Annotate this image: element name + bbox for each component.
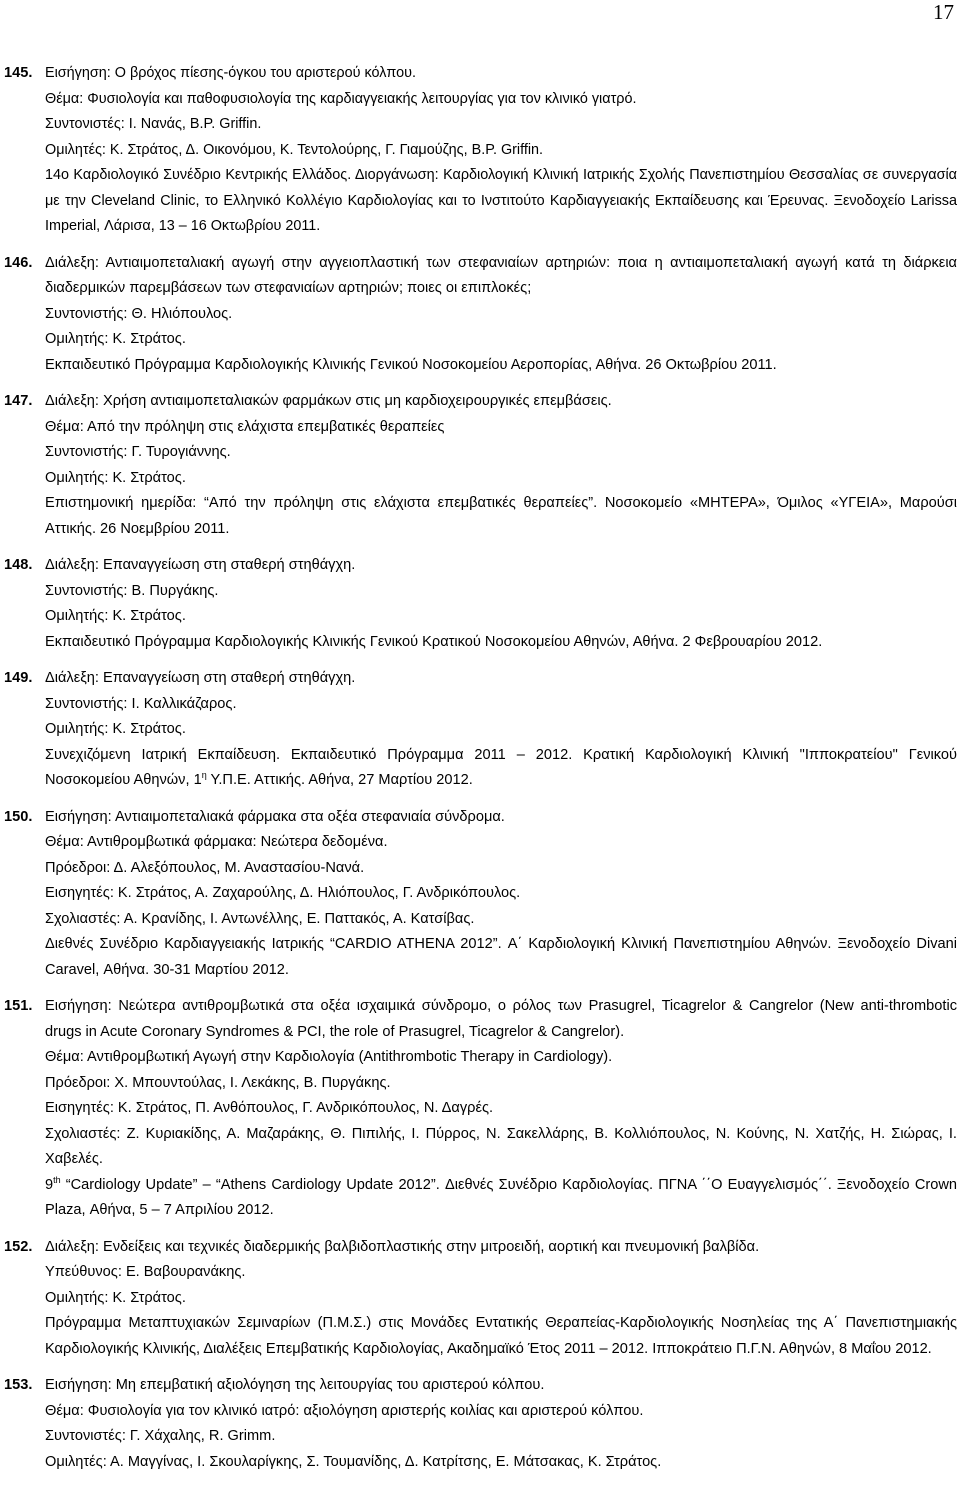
entry-line: Θέμα: Φυσιολογία για τον κλινικό ιατρό: αξιολόγηση αριστερής κοιλίας και αριστερού κόλπου. [45, 1402, 644, 1419]
entry-150 [0, 805, 960, 984]
entry-body [45, 389, 957, 542]
entry-line: Εισήγηση: Μη επεμβατική αξιολόγηση της λειτουργίας του αριστερού κόλπου. [45, 1377, 545, 1393]
entry-line [45, 1173, 957, 1224]
superscript: th [53, 1174, 61, 1185]
entry-line: Εισήγηση: Νεώτερα αντιθρομβωτικά στα οξέα ισχαιμικά σύνδρομο, ο ρόλος των Prasugrel, Ticagrelor & Cangrelor (New anti-thrombotic drugs in Acute Coronary Syndromes & PCI, the role of Prasugrel, Ticagrelor & Cangrelor). [45, 998, 957, 1040]
entry-number: 152. [4, 1238, 33, 1255]
entry-body [45, 666, 957, 794]
entry-line: Ομιλητής: Κ. Στράτος. [45, 469, 186, 486]
entry-line: Συντονιστής: Β. Πυργάκης. [45, 582, 219, 599]
entry-146 [0, 251, 960, 379]
entry-number: 149. [4, 670, 33, 686]
entry-line: Πρόεδροι: Χ. Μπουντούλας, Ι. Λεκάκης, Β. Πυργάκης. [45, 1074, 391, 1091]
entry-line: Σχολιαστές: Α. Κρανίδης, Ι. Αντωνέλλης, Ε. Παττακός, Α. Κατσίβας. [45, 910, 475, 927]
entry-line: Εκπαιδευτικό Πρόγραμμα Καρδιολογικής Κλινικής Γενικού Νοσοκομείου Αεροπορίας, Αθήνα. 26 Οκτωβρίου 2011. [45, 356, 777, 373]
entry-line: Εισήγηση: Αντιαιμοπεταλιακά φάρμακα στα οξέα στεφανιαία σύνδρομα. [45, 808, 505, 825]
entry-line: Συντονιστές: Ι. Νανάς, Β.Ρ. Griffin. [45, 116, 262, 132]
entry-line: Ομιλητής: Κ. Στράτος. [45, 331, 186, 347]
entry-line: Διάλεξη: Χρήση αντιαιμοπεταλιακών φαρμάκων στις μη καρδιοχειρουργικές επεμβάσεις. [45, 393, 612, 409]
entry-145 [0, 61, 960, 240]
entry-line: Θέμα: Από την πρόληψη στις ελάχιστα επεμβατικές θεραπείες [45, 418, 445, 435]
entry-line: Εισήγηση: Ο βρόχος πίεσης-όγκου του αριστερού κόλπου. [45, 65, 417, 81]
entry-line: Σχολιαστές: Ζ. Κυριακίδης, Α. Μαζαράκης, Θ. Πιπιλής, Ι. Πύρρος, Ν. Σακελλάρης, Β. Κολλιόπουλος, Ν. Κούνης, Ν. Χατζής, Η. Σιώρας, Ι. Χαβελές. [45, 1125, 957, 1167]
entry-line: Ομιλητές: Κ. Στράτος, Δ. Οικονόμου, Κ. Τεντολούρης, Γ. Γιαμούζης, Β.Ρ. Griffin. [45, 141, 544, 158]
entry-line: Διάλεξη: Επαναγγείωση στη σταθερή στηθάγχη. [45, 670, 356, 686]
entry-number: 148. [4, 557, 33, 573]
entry-148 [0, 553, 960, 655]
entry-number: 150. [4, 808, 33, 825]
entry-line: Επιστημονική ημερίδα: “Από την πρόληψη στις ελάχιστα επεμβατικές θεραπείες”. Νοσοκομείο «ΜΗΤΕΡΑ», Όμιλος «ΥΓΕΙΑ», Μαρούσι Αττικής. 26 Νοεμβρίου 2011. [45, 495, 957, 537]
line-text: Συνεχιζόμενη Ιατρική Εκπαίδευση. Εκπαιδευτικό Πρόγραμμα 2011 – 2012. Κρατική Καρδιολογική Κλινική "Ιπποκρατείου" Γενικού Νοσοκομείου Αθηνών, 1 [45, 746, 957, 788]
entry-line: Ομιλητής: Κ. Στράτος. [45, 721, 186, 737]
entry-line: Διάλεξη: Αντιαιμοπεταλιακή αγωγή στην αγγειοπλαστική των στεφανιαίων αρτηριών: ποια η αντιαιμοπεταλιακή αγωγή κατά τη διάρκεια διαδερμικών παρεμβάσεων των στεφανιαίων αρτηριών; ποιες οι επιπλοκές; [45, 254, 957, 296]
entry-body [45, 1373, 957, 1475]
line-text: Υ.Π.Ε. Αττικής. Αθήνα, 27 Μαρτίου 2012. [206, 772, 473, 788]
entry-body [45, 994, 957, 1224]
line-text: 9 [45, 1176, 54, 1193]
entry-line: Πρόγραμμα Μεταπτυχιακών Σεμιναρίων (Π.Μ.Σ.) στις Μονάδες Εντατικής Θεραπείας-Καρδιολογικής Νοσηλείας της Α΄ Πανεπιστημιακής Καρδιολογικής Κλινικής, Διαλέξεις Επεμβατικής Καρδιολογίας, Ακαδημαϊκό Έτος 2011 – 2012. Ιπποκράτειο Π.Γ.Ν. Αθηνών, 8 Μαΐου 2012. [45, 1315, 957, 1357]
entry-line: Συντονιστής: Θ. Ηλιόπουλος. [45, 305, 233, 322]
entry-line: Θέμα: Αντιθρομβωτικά φάρμακα: Νεώτερα δεδομένα. [45, 834, 388, 850]
entry-line: Θέμα: Αντιθρομβωτική Αγωγή στην Καρδιολογία (Antithrombotic Therapy in Cardiology). [45, 1049, 613, 1065]
entry-151 [0, 994, 960, 1224]
entry-line: Ομιλητής: Κ. Στράτος. [45, 1289, 186, 1306]
entry-line: Εκπαιδευτικό Πρόγραμμα Καρδιολογικής Κλινικής Γενικού Κρατικού Νοσοκομείου Αθηνών, Αθήνα. 2 Φεβρουαρίου 2012. [45, 633, 823, 650]
entry-line: Ομιλητής: Κ. Στράτος. [45, 608, 186, 624]
page-number: 17 [933, 0, 954, 24]
entry-number: 151. [4, 998, 33, 1014]
entry-number: 146. [4, 254, 33, 271]
entry-line: Πρόεδροι: Δ. Αλεξόπουλος, Μ. Αναστασίου-Νανά. [45, 859, 365, 876]
entry-152 [0, 1235, 960, 1363]
entry-number: 153. [4, 1377, 33, 1393]
entry-body [45, 1235, 957, 1363]
entry-line: Διεθνές Συνέδριο Καρδιαγγειακής Ιατρικής “CARDIO ATHENA 2012”. Α΄ Καρδιολογική Κλινική Πανεπιστημίου Αθηνών. Ξενοδοχείο Divani Caravel, Αθήνα. 30-31 Μαρτίου 2012. [45, 936, 957, 978]
entry-line [45, 743, 957, 794]
entry-number: 147. [4, 393, 33, 409]
superscript: η [201, 770, 207, 781]
entry-line: Θέμα: Φυσιολογία και παθοφυσιολογία της καρδιαγγειακής λειτουργίας για τον κλινικό γιατρό. [45, 90, 637, 107]
entry-body [45, 553, 957, 655]
entry-line: Υπεύθυνος: Ε. Βαβουρανάκης. [45, 1264, 246, 1280]
entry-line: Διάλεξη: Επαναγγείωση στη σταθερή στηθάγχη. [45, 557, 356, 573]
entry-body [45, 61, 957, 240]
entry-147 [0, 389, 960, 542]
entry-number: 145. [4, 65, 33, 81]
entry-line: Συντονιστής: Ι. Καλλικάζαρος. [45, 695, 237, 712]
entry-line: Εισηγητές: Κ. Στράτος, Π. Ανθόπουλος, Γ. Ανδρικόπουλος, Ν. Δαγρές. [45, 1100, 494, 1116]
line-text: “Cardiology Update” – “Athens Cardiology Update 2012”. Διεθνές Συνέδριο Καρδιολογίας. ΠΓΝΑ ΄΄Ο Ευαγγελισμός΄΄. Ξενοδοχείο Crown Plaza, Αθήνα, 5 – 7 Απριλίου 2012. [45, 1176, 957, 1218]
entries-list [0, 61, 960, 1486]
entry-153 [0, 1373, 960, 1475]
entry-body [45, 251, 957, 379]
entry-line: Διάλεξη: Ενδείξεις και τεχνικές διαδερμικής βαλβιδοπλαστικής στην μιτροειδή, αορτική και πνευμονική βαλβίδα. [45, 1238, 760, 1255]
entry-line: Εισηγητές: Κ. Στράτος, Α. Ζαχαρούλης, Δ. Ηλιόπουλος, Γ. Ανδρικόπουλος. [45, 885, 521, 901]
entry-line: Ομιλητές: Α. Μαγγίνας, Ι. Σκουλαρίγκης, Σ. Τουμανίδης, Δ. Κατρίτσης, Ε. Μάτσακας, Κ. Στράτος. [45, 1453, 662, 1470]
entry-149 [0, 666, 960, 794]
entry-line: Συντονιστές: Γ. Χάχαλης, R. Grimm. [45, 1428, 276, 1444]
entry-body [45, 805, 957, 984]
entry-line: 14ο Καρδιολογικό Συνέδριο Κεντρικής Ελλάδος. Διοργάνωση: Καρδιολογική Κλινική Ιατρικής Σχολής Πανεπιστημίου Θεσσαλίας σε συνεργασία με την Cleveland Clinic, το Ελληνικό Κολλέγιο Καρδιολογίας και το Ινστιτούτο Καρδιαγγειακής Εκπαίδευσης και Έρευνας. Ξενοδοχείο Larissa Imperial, Λάρισα, 13 – 16 Οκτωβρίου 2011. [45, 167, 957, 234]
entry-line: Συντονιστής: Γ. Τυρογιάννης. [45, 444, 231, 460]
